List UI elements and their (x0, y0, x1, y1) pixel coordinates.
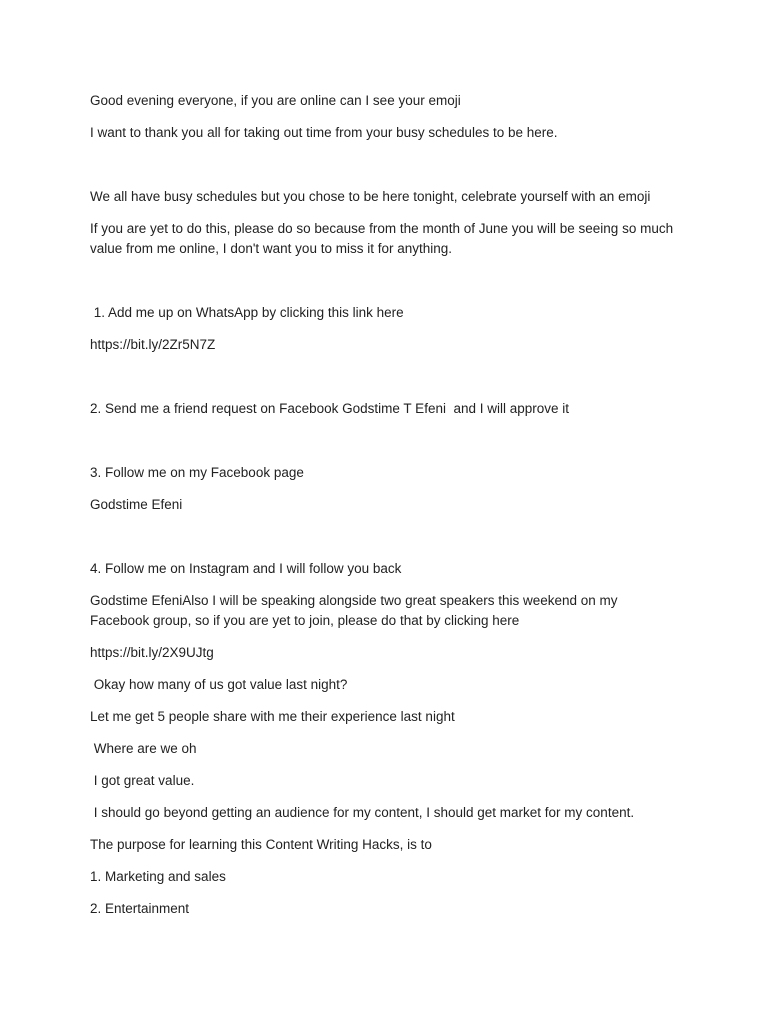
paragraph-speakers: Godstime EfeniAlso I will be speaking alongside two great speakers this weekend on my Facebook group, so if you are yet to join, please do that by clicking here (90, 593, 622, 628)
paragraph-share-experience: Let me get 5 people share with me their experience last night (90, 709, 455, 724)
paragraph-thanks: I want to thank you all for taking out time from your busy schedules to be here. (90, 125, 558, 140)
paragraph-celebrate: We all have busy schedules but you chose to be here tonight, celebrate yourself with an emoji (90, 189, 651, 204)
step-2-facebook-friend: 2. Send me a friend request on Facebook Godstime T Efeni and I will approve it (90, 401, 570, 416)
paragraph-great-value: I got great value. (90, 773, 195, 788)
purpose-item-entertainment: 2. Entertainment (90, 901, 190, 916)
purpose-item-marketing: 1. Marketing and sales (90, 869, 226, 884)
paragraph-value-question: Okay how many of us got value last night? (90, 677, 348, 692)
step-3-facebook-page: 3. Follow me on my Facebook page (90, 465, 304, 480)
paragraph-june-value: If you are yet to do this, please do so because from the month of June you will be seeing so much value from me online, I don't want you to miss it for anything. (90, 221, 677, 256)
facebook-group-link[interactable]: https://bit.ly/2X9UJtg (90, 645, 214, 660)
whatsapp-link[interactable]: https://bit.ly/2Zr5N7Z (90, 337, 216, 352)
step-4-instagram: 4. Follow me on Instagram and I will follow you back (90, 561, 402, 576)
paragraph-greeting: Good evening everyone, if you are online can I see your emoji (90, 93, 461, 108)
step-1-whatsapp: 1. Add me up on WhatsApp by clicking this link here (90, 305, 404, 320)
paragraph-market: I should go beyond getting an audience for my content, I should get market for my content. (90, 805, 635, 820)
paragraph-where-are-we: Where are we oh (90, 741, 197, 756)
paragraph-purpose: The purpose for learning this Content Writing Hacks, is to (90, 837, 432, 852)
facebook-page-name: Godstime Efeni (90, 497, 183, 512)
